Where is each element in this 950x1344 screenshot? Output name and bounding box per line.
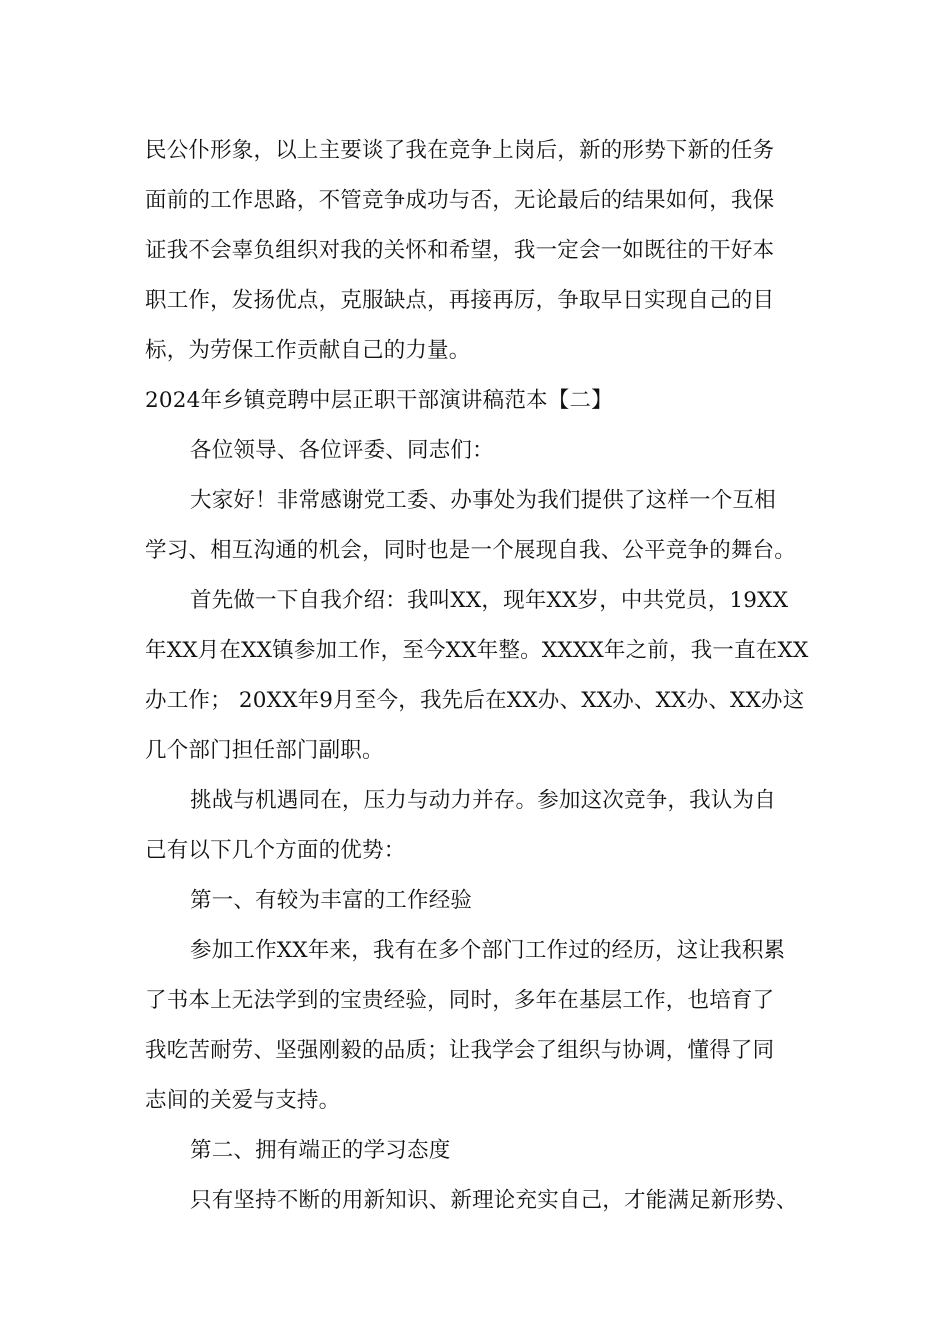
body-line: 几个部门担任部门副职。 — [145, 738, 384, 763]
body-line: 标，为劳保工作贡献自己的力量。 — [145, 338, 471, 363]
body-line: 了书本上无法学到的宝贵经验，同时，多年在基层工作，也培育了 — [145, 988, 775, 1013]
body-line: 年XX月在XX镇参加工作，至今XX年整。XXXX年之前，我一直在XX — [145, 638, 809, 663]
body-line: 大家好！非常感谢党工委、办事处为我们提供了这样一个互相 — [190, 488, 776, 513]
salutation: 各位领导、各位评委、同志们： — [190, 438, 494, 463]
body-line: 志间的关爱与支持。 — [145, 1088, 341, 1113]
body-line: 民公仆形象，以上主要谈了我在竞争上岗后，新的形势下新的任务 — [145, 138, 775, 163]
subheading: 第二、拥有端正的学习态度 — [190, 1138, 451, 1163]
body-line: 学习、相互沟通的机会，同时也是一个展现自我、公平竞争的舞台。 — [145, 538, 797, 563]
section-heading: 2024年乡镇竞聘中层正职干部演讲稿范本【二】 — [145, 388, 613, 413]
body-line: 证我不会辜负组织对我的关怀和希望，我一定会一如既往的干好本 — [145, 238, 775, 263]
body-line: 面前的工作思路，不管竞争成功与否，无论最后的结果如何，我保 — [145, 188, 775, 213]
body-line: 挑战与机遇同在，压力与动力并存。参加这次竞争，我认为自 — [190, 788, 776, 813]
body-line: 办工作； 20XX年9月至今，我先后在XX办、XX办、XX办、XX办这 — [145, 688, 805, 713]
subheading: 第一、有较为丰富的工作经验 — [190, 888, 473, 913]
body-line: 职工作，发扬优点，克服缺点，再接再厉，争取早日实现自己的目 — [145, 288, 775, 313]
body-line: 只有坚持不断的用新知识、新理论充实自己，才能满足新形势、 — [190, 1188, 798, 1213]
body-line: 参加工作XX年来，我有在多个部门工作过的经历，这让我积累 — [190, 938, 786, 963]
body-line: 我吃苦耐劳、坚强刚毅的品质；让我学会了组织与协调，懂得了同 — [145, 1038, 775, 1063]
body-line: 首先做一下自我介绍：我叫XX，现年XX岁，中共党员，19XX — [190, 588, 789, 613]
body-line: 己有以下几个方面的优势： — [145, 838, 406, 863]
